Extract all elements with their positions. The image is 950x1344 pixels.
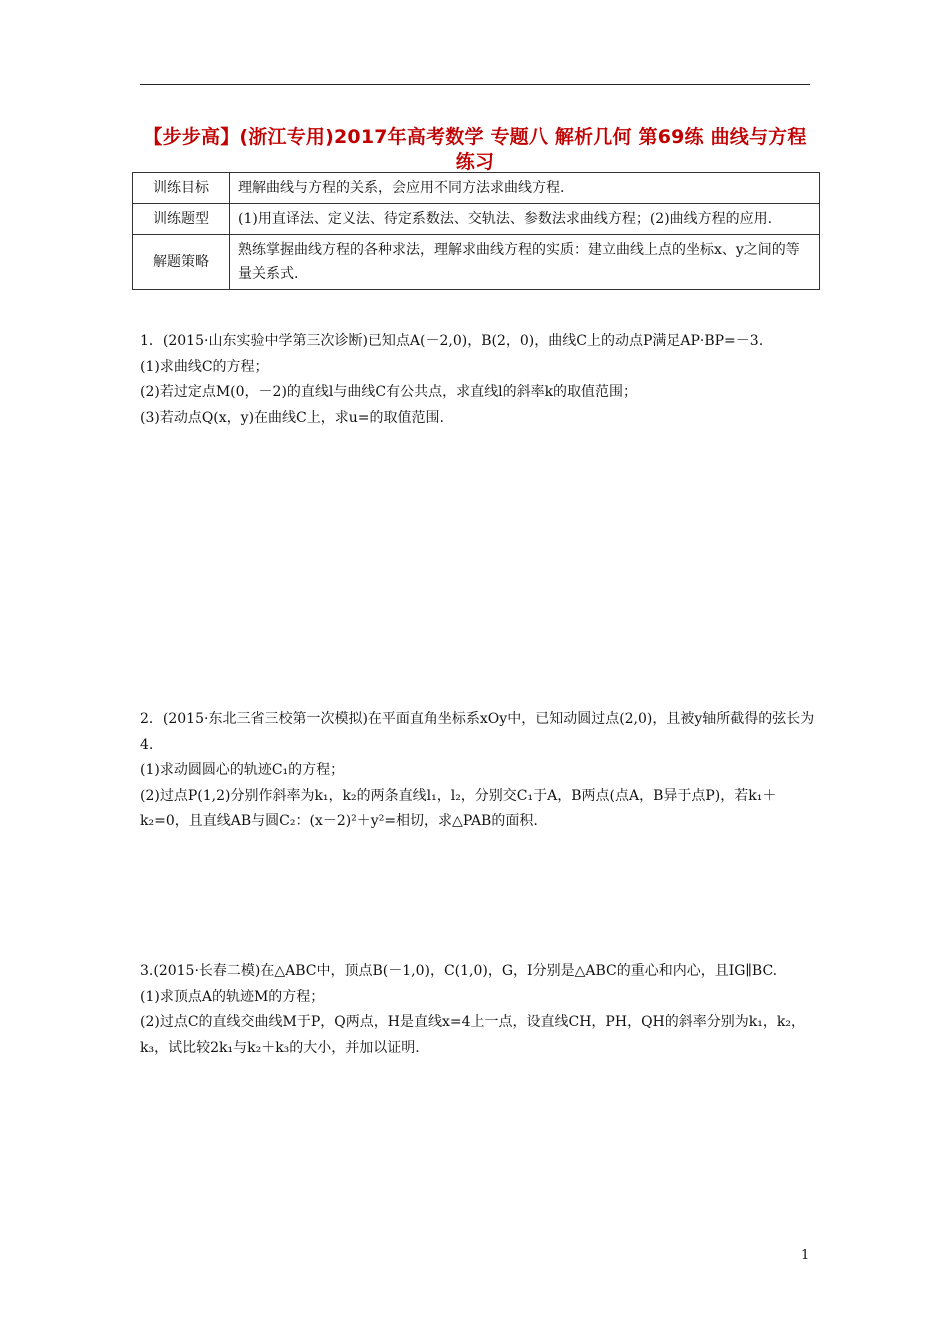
problem-stem: 3.(2015·长春二模)在△ABC中，顶点B(－1,0)，C(1,0)，G，I分别是△ABC的重心和内心，且IG∥BC. <box>140 963 778 979</box>
page-number: 1 <box>801 1248 810 1263</box>
row-content: 熟练掌握曲线方程的各种求法，理解求曲线方程的实质：建立曲线上点的坐标x、y之间的等量关系式. <box>230 235 820 290</box>
problem-1 <box>140 329 818 431</box>
row-label: 解题策略 <box>133 235 230 290</box>
header-rule <box>140 84 810 85</box>
problem-part: (2)过点C的直线交曲线M于P，Q两点，H是直线x=4上一点，设直线CH，PH，QH的斜率分别为k₁，k₂，k₃，试比较2k₁与k₂＋k₃的大小，并加以证明. <box>140 1014 805 1056</box>
training-table <box>132 172 820 290</box>
problem-3 <box>140 959 818 1061</box>
table-row <box>133 173 820 204</box>
row-content: 理解曲线与方程的关系，会应用不同方法求曲线方程. <box>230 173 820 204</box>
problem-stem: 2．(2015·东北三省三校第一次模拟)在平面直角坐标系xOy中，已知动圆过点(2,0)，且被y轴所截得的弦长为4. <box>140 711 815 753</box>
problem-part: (1)求曲线C的方程； <box>140 358 269 375</box>
row-label: 训练目标 <box>133 173 230 204</box>
problem-2 <box>140 707 818 835</box>
problem-stem: 1．(2015·山东实验中学第三次诊断)已知点A(－2,0)，B(2，0)，曲线C上的动点P满足AP·BP=－3. <box>140 333 764 349</box>
table-row <box>133 235 820 290</box>
problem-part: (3)若动点Q(x，y)在曲线C上，求u=的取值范围. <box>140 409 444 426</box>
row-content: (1)用直译法、定义法、待定系数法、交轨法、参数法求曲线方程；(2)曲线方程的应用. <box>230 204 820 235</box>
problem-part: (1)求动圆圆心的轨迹C₁的方程； <box>140 762 345 778</box>
problem-part: (1)求顶点A的轨迹M的方程； <box>140 988 325 1005</box>
page-title: 【步步高】(浙江专用)2017年高考数学 专题八 解析几何 第69练 曲线与方程练习 <box>143 126 807 173</box>
table-row <box>133 204 820 235</box>
problem-part: (2)若过定点M(0，－2)的直线l与曲线C有公共点，求直线l的斜率k的取值范围； <box>140 384 638 400</box>
row-label: 训练题型 <box>133 204 230 235</box>
problem-part: (2)过点P(1,2)分别作斜率为k₁，k₂的两条直线l₁，l₂，分别交C₁于A，B两点(点A，B异于点P)，若k₁＋k₂=0，且直线AB与圆C₂：(x－2)²＋y²=相切，求△PAB的面积. <box>140 787 777 829</box>
